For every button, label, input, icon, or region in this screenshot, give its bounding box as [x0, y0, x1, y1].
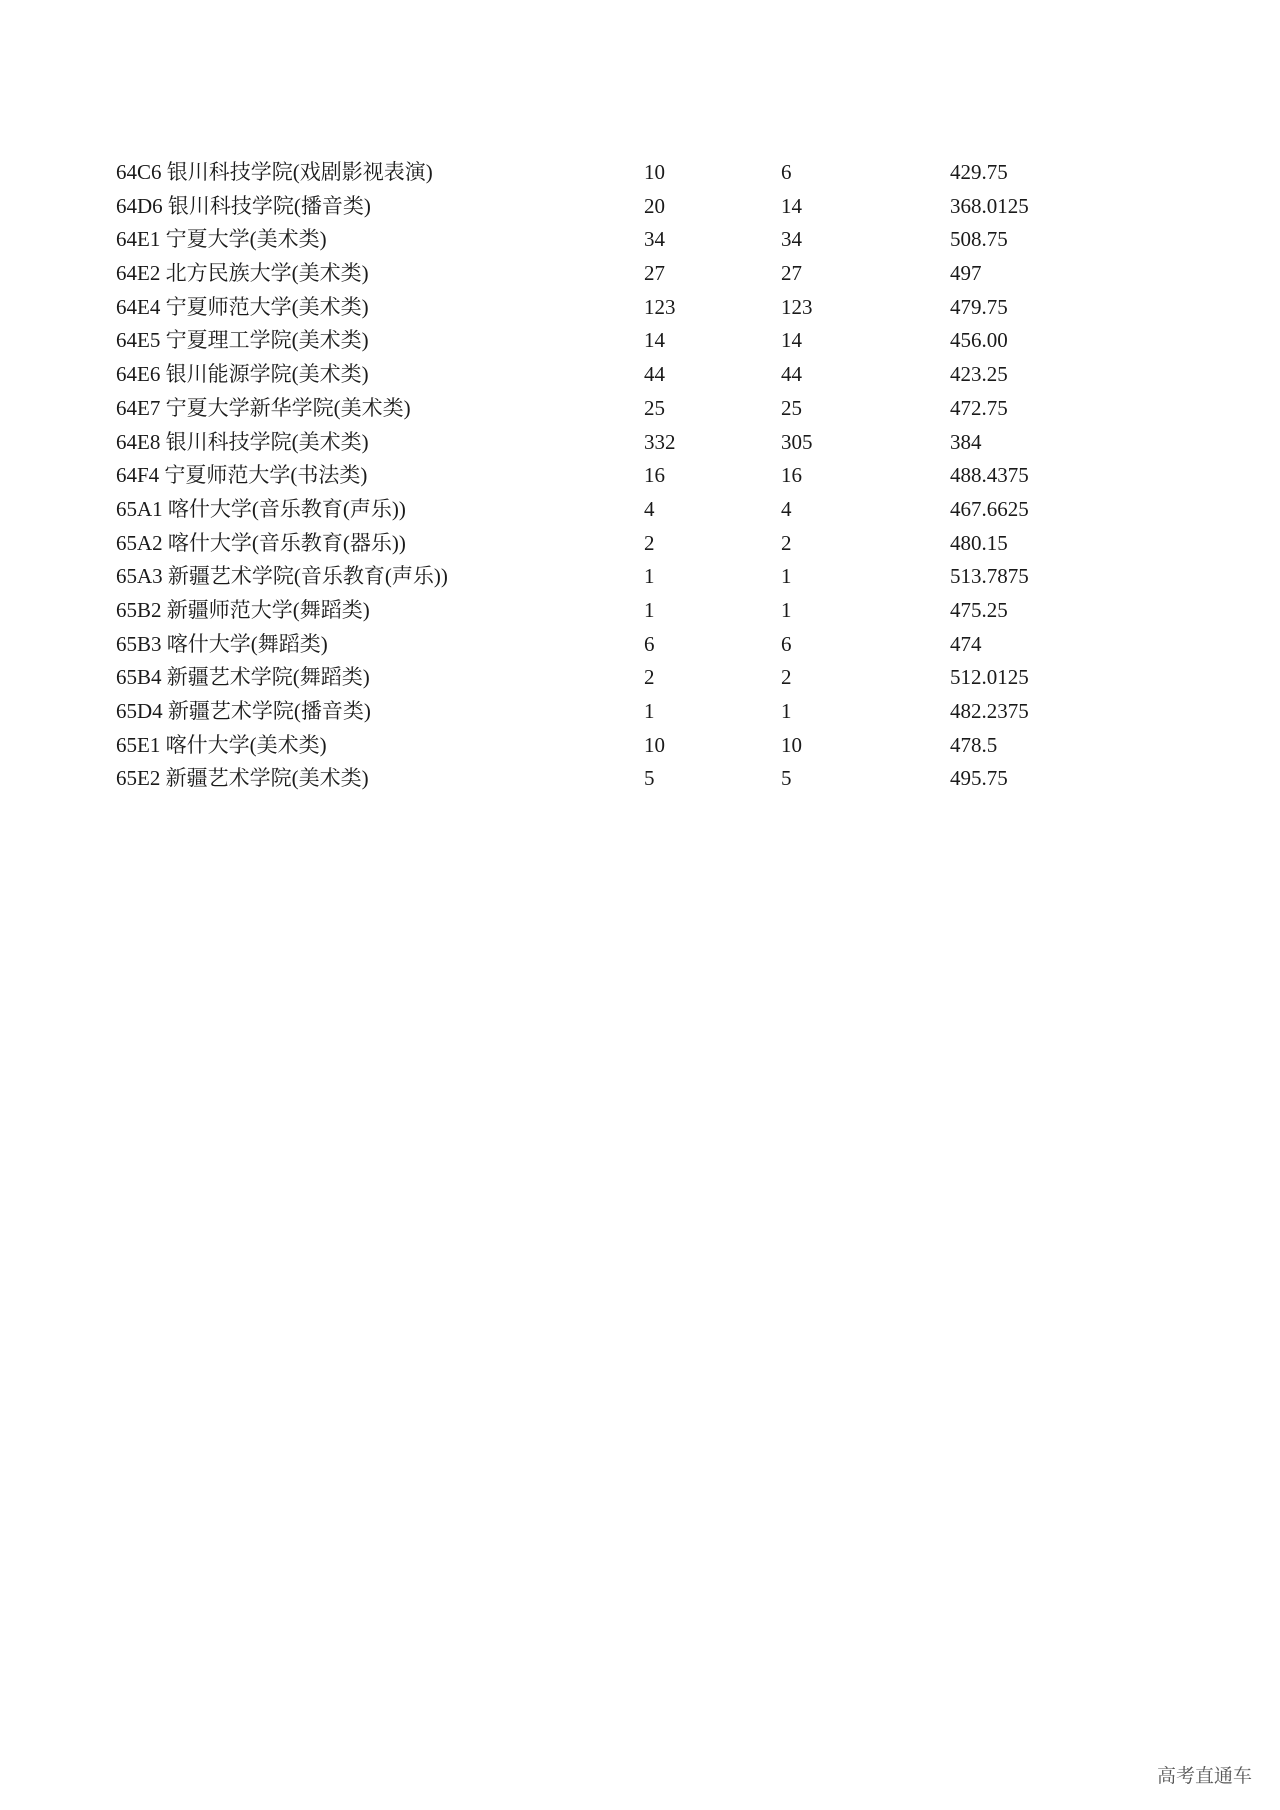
plan-count-cell: 5: [644, 766, 655, 791]
college-major-cell: 65A2 喀什大学(音乐教育(器乐)): [116, 530, 406, 555]
min-score-cell: 474: [950, 631, 982, 656]
min-score-cell: 429.75: [950, 160, 1008, 184]
table-row: [116, 729, 1076, 763]
admitted-count-cell: 14: [781, 193, 802, 218]
admitted-count-cell: 1: [781, 564, 792, 589]
admitted-count-cell: 123: [781, 294, 813, 319]
admitted-count-cell: 4: [781, 496, 792, 521]
min-score-cell: 472.75: [950, 395, 1008, 420]
admitted-count-cell: 34: [781, 227, 802, 252]
college-major-cell: 65B3 喀什大学(舞蹈类): [116, 631, 328, 656]
admitted-count-cell: 44: [781, 362, 802, 387]
table-row: [116, 628, 1076, 662]
plan-count-cell: 123: [644, 294, 676, 319]
table-row: [116, 324, 1076, 358]
plan-count-cell: 16: [644, 463, 665, 488]
admitted-count-cell: 10: [781, 732, 802, 757]
min-score-cell: 368.0125: [950, 193, 1029, 218]
min-score-cell: 508.75: [950, 227, 1008, 252]
table-row: [116, 426, 1076, 460]
college-major-cell: 64D6 银川科技学院(播音类): [116, 193, 371, 218]
admitted-count-cell: 305: [781, 429, 813, 454]
college-major-cell: 64E7 宁夏大学新华学院(美术类): [116, 395, 411, 420]
min-score-cell: 456.00: [950, 328, 1008, 353]
plan-count-cell: 2: [644, 665, 655, 690]
college-major-cell: 64E5 宁夏理工学院(美术类): [116, 328, 369, 353]
college-major-cell: 65A3 新疆艺术学院(音乐教育(声乐)): [116, 564, 448, 589]
college-major-cell: 65D4 新疆艺术学院(播音类): [116, 699, 371, 723]
watermark: 高考直通车: [1156, 1765, 1252, 1787]
plan-count-cell: 27: [644, 261, 665, 286]
plan-count-cell: 10: [644, 732, 665, 757]
table-row: [116, 223, 1076, 257]
table-row: [116, 762, 1076, 796]
min-score-cell: 478.5: [950, 732, 998, 757]
admission-table: [116, 156, 1076, 796]
plan-count-cell: 2: [644, 530, 655, 555]
min-score-cell: 482.2375: [950, 699, 1029, 723]
table-row: [116, 392, 1076, 426]
min-score-cell: 513.7875: [950, 564, 1029, 589]
min-score-cell: 495.75: [950, 766, 1008, 791]
table-row: [116, 291, 1076, 325]
min-score-cell: 497: [950, 261, 982, 286]
college-major-cell: 64E1 宁夏大学(美术类): [116, 227, 327, 252]
min-score-cell: 384: [950, 429, 982, 454]
table-row: [116, 527, 1076, 561]
plan-count-cell: 1: [644, 699, 655, 723]
college-major-cell: 65B2 新疆师范大学(舞蹈类): [116, 597, 370, 622]
plan-count-cell: 6: [644, 631, 655, 656]
min-score-cell: 488.4375: [950, 463, 1029, 488]
admitted-count-cell: 2: [781, 665, 792, 690]
min-score-cell: 467.6625: [950, 496, 1029, 521]
table-row: [116, 493, 1076, 527]
college-major-cell: 64F4 宁夏师范大学(书法类): [116, 463, 368, 488]
admitted-count-cell: 2: [781, 530, 792, 555]
plan-count-cell: 25: [644, 395, 665, 420]
plan-count-cell: 20: [644, 193, 665, 218]
admitted-count-cell: 6: [781, 631, 792, 656]
college-major-cell: 64E4 宁夏师范大学(美术类): [116, 294, 369, 319]
min-score-cell: 423.25: [950, 362, 1008, 387]
college-major-cell: 64E8 银川科技学院(美术类): [116, 429, 369, 454]
min-score-cell: 512.0125: [950, 665, 1029, 690]
college-major-cell: 64E6 银川能源学院(美术类): [116, 362, 369, 387]
table-row: [116, 156, 1076, 190]
plan-count-cell: 1: [644, 597, 655, 622]
table-row: [116, 358, 1076, 392]
admitted-count-cell: 25: [781, 395, 802, 420]
table-row: [116, 459, 1076, 493]
plan-count-cell: 332: [644, 429, 676, 454]
table-row: [116, 661, 1076, 695]
admitted-count-cell: 1: [781, 597, 792, 622]
plan-count-cell: 34: [644, 227, 665, 252]
admitted-count-cell: 27: [781, 261, 802, 286]
college-major-cell: 65A1 喀什大学(音乐教育(声乐)): [116, 496, 406, 521]
table-row: [116, 257, 1076, 291]
college-major-cell: 65E2 新疆艺术学院(美术类): [116, 766, 369, 791]
plan-count-cell: 10: [644, 160, 665, 184]
min-score-cell: 480.15: [950, 530, 1008, 555]
plan-count-cell: 14: [644, 328, 665, 353]
college-major-cell: 64E2 北方民族大学(美术类): [116, 261, 369, 286]
college-major-cell: 64C6 银川科技学院(戏剧影视表演): [116, 160, 433, 184]
min-score-cell: 475.25: [950, 597, 1008, 622]
table-row: [116, 190, 1076, 224]
table-row: [116, 695, 1076, 729]
admitted-count-cell: 5: [781, 766, 792, 791]
table-row: [116, 594, 1076, 628]
admitted-count-cell: 1: [781, 699, 792, 723]
plan-count-cell: 44: [644, 362, 665, 387]
admitted-count-cell: 6: [781, 160, 792, 184]
plan-count-cell: 4: [644, 496, 655, 521]
table-row: [116, 560, 1076, 594]
college-major-cell: 65B4 新疆艺术学院(舞蹈类): [116, 665, 370, 690]
admitted-count-cell: 14: [781, 328, 802, 353]
plan-count-cell: 1: [644, 564, 655, 589]
min-score-cell: 479.75: [950, 294, 1008, 319]
admitted-count-cell: 16: [781, 463, 802, 488]
college-major-cell: 65E1 喀什大学(美术类): [116, 732, 327, 757]
